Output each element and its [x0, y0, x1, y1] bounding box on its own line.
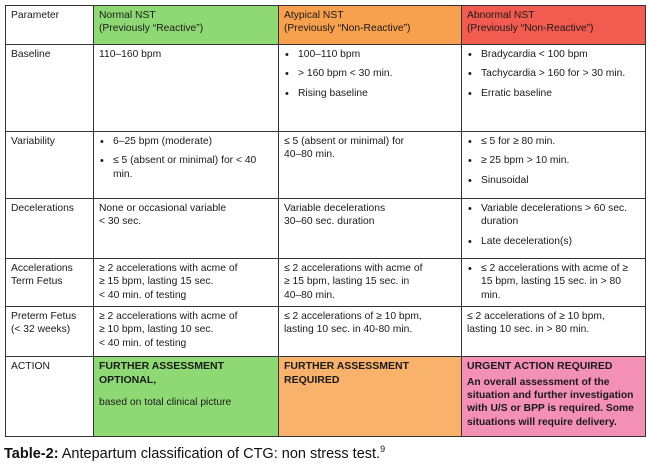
action-row [6, 357, 646, 437]
cell-line: ≤ 2 accelerations with acme of [284, 263, 423, 274]
cell-line: None or occasional variable [99, 203, 227, 214]
cell-line: ≤ 2 accelerations of ≥ 10 bpm, [467, 311, 605, 322]
list-item: • > 160 bpm < 30 min. [284, 67, 456, 80]
caption-label: Table-2: [4, 445, 59, 462]
list-item: • Erratic baseline [467, 87, 640, 100]
variability-abnormal [462, 132, 646, 199]
caption-reference: 9 [380, 444, 386, 454]
cell-line: 40–80 min. [284, 149, 335, 161]
accelerations-abnormal [462, 259, 646, 307]
cell-line: ≤ 5 (absent or minimal) for [284, 136, 405, 147]
list-item: • ≤ 5 for ≥ 80 min. [467, 135, 640, 148]
cell-line: < 40 min. of testing [99, 337, 187, 349]
preterm-normal [94, 307, 279, 357]
action-abnormal [462, 357, 646, 437]
action-normal [94, 357, 279, 437]
baseline-normal: 110–160 bpm [94, 45, 279, 132]
cell-line: ≥ 15 bpm, lasting 15 sec. [99, 276, 214, 288]
action-atypical-title: FURTHER ASSESSMENT [284, 360, 410, 372]
cell-line: 30–60 sec. duration [284, 216, 375, 228]
header-normal-title: Normal NST [99, 10, 156, 21]
header-normal-subtitle: (Previously “Reactive”) [99, 23, 204, 35]
cell-line: < 30 sec. [99, 216, 142, 228]
list-item: • 100–110 bpm [284, 48, 456, 61]
preterm-row [6, 307, 646, 357]
cell-line: ≥ 2 accelerations with acme of [99, 311, 238, 322]
variability-normal [94, 132, 279, 199]
variability-row [6, 132, 646, 199]
list-item: • Bradycardia < 100 bpm [467, 48, 640, 61]
header-atypical-title: Atypical NST [284, 10, 344, 21]
decelerations-atypical [279, 199, 462, 259]
action-abnormal-title: URGENT ACTION REQUIRED [467, 360, 613, 372]
header-abnormal-title: Abnormal NST [467, 10, 535, 21]
variability-label: Variability [6, 132, 94, 199]
list-item: • ≥ 25 bpm > 10 min. [467, 154, 640, 167]
list-item: • Rising baseline [284, 87, 456, 100]
list-item: • Late deceleration(s) [467, 235, 640, 248]
baseline-row [6, 45, 646, 132]
cell-line: Variable decelerations [284, 203, 386, 214]
header-normal-nst [94, 6, 279, 45]
cell-line: Term Fetus [11, 276, 63, 288]
list-item: • Sinusoidal [467, 174, 640, 187]
list-item: • Variable decelerations > 60 sec. duration [467, 202, 640, 229]
caption-text: Antepartum classification of CTG: non stress test. [58, 445, 381, 462]
decelerations-normal [94, 199, 279, 259]
action-normal-subtitle: based on total clinical picture [99, 397, 232, 409]
preterm-abnormal [462, 307, 646, 357]
action-atypical [279, 357, 462, 437]
action-atypical-title-2: REQUIRED [284, 373, 340, 386]
list-item: • ≤ 2 accelerations with acme of ≥ 15 bpm, lasting 15 sec. in > 80 min. [467, 262, 640, 302]
baseline-abnormal [462, 45, 646, 132]
header-parameter: Parameter [6, 6, 94, 45]
header-abnormal-nst [462, 6, 646, 45]
accelerations-atypical [279, 259, 462, 307]
action-normal-title-2: OPTIONAL, [99, 373, 157, 386]
accelerations-normal [94, 259, 279, 307]
cell-line: lasting 10 sec. in > 80 min. [467, 324, 590, 336]
variability-atypical [279, 132, 462, 199]
cell-line: lasting 10 sec. in 40-80 min. [284, 324, 413, 336]
decelerations-label: Decelerations [6, 199, 94, 259]
preterm-atypical [279, 307, 462, 357]
list-item: • Tachycardia > 160 for > 30 min. [467, 67, 640, 80]
header-row [6, 6, 646, 45]
cell-line: Accelerations [11, 263, 73, 274]
nst-classification-table [5, 5, 646, 437]
cell-line: (< 32 weeks) [11, 324, 71, 336]
cell-line: ≤ 2 accelerations of ≥ 10 bpm, [284, 311, 422, 322]
baseline-label: Baseline [6, 45, 94, 132]
cell-line: Preterm Fetus [11, 311, 77, 322]
cell-line: < 40 min. of testing [99, 289, 187, 301]
cell-line: 40–80 min. [284, 289, 335, 301]
baseline-atypical [279, 45, 462, 132]
header-atypical-nst [279, 6, 462, 45]
decelerations-row [6, 199, 646, 259]
action-label: ACTION [6, 357, 94, 437]
list-item: • 6–25 bpm (moderate) [99, 135, 273, 148]
preterm-label [6, 307, 94, 357]
cell-line: ≥ 10 bpm, lasting 10 sec. [99, 324, 214, 336]
cell-line: ≥ 15 bpm, lasting 15 sec. in [284, 276, 410, 288]
list-item: • ≤ 5 (absent or minimal) for < 40 min. [99, 154, 273, 181]
accelerations-row [6, 259, 646, 307]
header-abnormal-subtitle: (Previously “Non-Reactive”) [467, 23, 594, 35]
accelerations-label [6, 259, 94, 307]
action-abnormal-subtitle: An overall assessment of the situation and further investigation with U/S or BPP is required. Some situations will require delivery. [467, 376, 634, 428]
decelerations-abnormal [462, 199, 646, 259]
cell-line: ≥ 2 accelerations with acme of [99, 263, 238, 274]
action-normal-title: FURTHER ASSESSMENT [99, 360, 225, 372]
table-caption [4, 444, 385, 462]
header-atypical-subtitle: (Previously “Non-Reactive”) [284, 23, 411, 35]
